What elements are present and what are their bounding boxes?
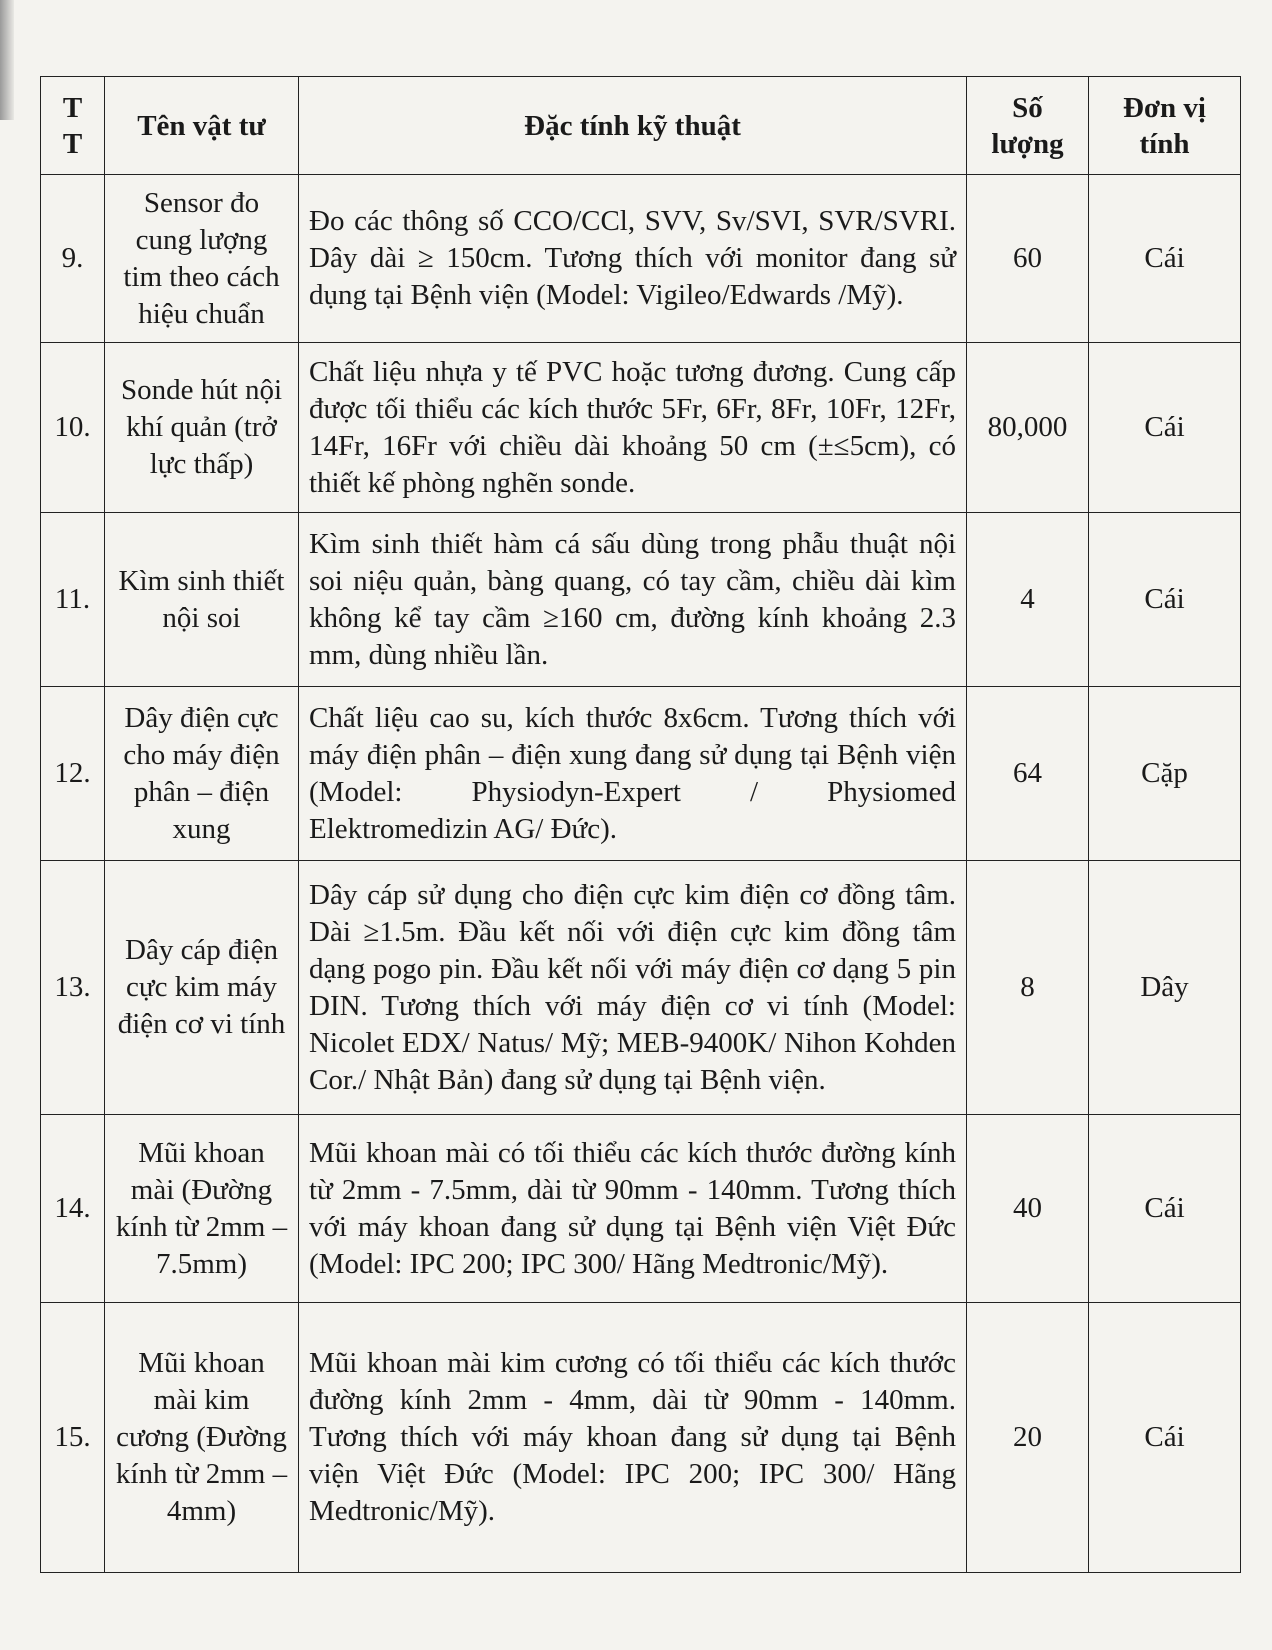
table-header-row	[41, 77, 1241, 175]
row-index: 11.	[41, 513, 105, 687]
item-name: Mũi khoan mài (Đường kính từ 2mm – 7.5mm)	[105, 1115, 299, 1303]
item-unit: Cặp	[1089, 687, 1241, 861]
item-quantity: 80,000	[967, 343, 1089, 513]
item-quantity: 64	[967, 687, 1089, 861]
page-edge-shadow	[0, 0, 14, 120]
item-name: Kìm sinh thiết nội soi	[105, 513, 299, 687]
header-qty: Số lượng	[967, 77, 1089, 175]
header-unit: Đơn vị tính	[1089, 77, 1241, 175]
item-unit: Cái	[1089, 1115, 1241, 1303]
item-name: Dây cáp điện cực kim máy điện cơ vi tính	[105, 861, 299, 1115]
table-row	[41, 343, 1241, 513]
item-quantity: 60	[967, 175, 1089, 343]
table-row	[41, 861, 1241, 1115]
item-spec: Chất liệu cao su, kích thước 8x6cm. Tương thích với máy điện phân – điện xung đang sử dụng tại Bệnh viện (Model: Physiodyn-Expert / Physiomed Elektromedizin AG/ Đức).	[299, 687, 967, 861]
item-spec: Chất liệu nhựa y tế PVC hoặc tương đương. Cung cấp được tối thiểu các kích thước 5Fr, 6Fr, 8Fr, 10Fr, 12Fr, 14Fr, 16Fr với chiều dài khoảng 50 cm (±≤5cm), có thiết kế phòng nghẽn sonde.	[299, 343, 967, 513]
row-index: 9.	[41, 175, 105, 343]
item-unit: Cái	[1089, 1303, 1241, 1573]
header-spec: Đặc tính kỹ thuật	[299, 77, 967, 175]
item-spec: Dây cáp sử dụng cho điện cực kim điện cơ đồng tâm. Dài ≥1.5m. Đầu kết nối với điện cực kim đồng tâm dạng pogo pin. Đầu kết nối với máy điện cơ dạng 5 pin DIN. Tương thích với máy điện cơ vi tính (Model: Nicolet EDX/ Natus/ Mỹ; MEB-9400K/ Nihon Kohden Cor./ Nhật Bản) đang sử dụng tại Bệnh viện.	[299, 861, 967, 1115]
header-name: Tên vật tư	[105, 77, 299, 175]
item-unit: Dây	[1089, 861, 1241, 1115]
item-name: Sensor đo cung lượng tim theo cách hiệu chuẩn	[105, 175, 299, 343]
table-row	[41, 687, 1241, 861]
table-row	[41, 513, 1241, 687]
item-name: Dây điện cực cho máy điện phân – điện xung	[105, 687, 299, 861]
item-name: Mũi khoan mài kim cương (Đường kính từ 2mm – 4mm)	[105, 1303, 299, 1573]
item-spec: Kìm sinh thiết hàm cá sấu dùng trong phẫu thuật nội soi niệu quản, bàng quang, có tay cầm, chiều dài kìm không kể tay cầm ≥160 cm, đường kính khoảng 2.3 mm, dùng nhiều lần.	[299, 513, 967, 687]
table-row	[41, 175, 1241, 343]
item-unit: Cái	[1089, 513, 1241, 687]
row-index: 13.	[41, 861, 105, 1115]
row-index: 14.	[41, 1115, 105, 1303]
supplies-table	[40, 76, 1241, 1573]
item-quantity: 8	[967, 861, 1089, 1115]
item-spec: Mũi khoan mài có tối thiểu các kích thước đường kính từ 2mm - 7.5mm, dài từ 90mm - 140mm. Tương thích với máy khoan đang sử dụng tại Bệnh viện Việt Đức (Model: IPC 200; IPC 300/ Hãng Medtronic/Mỹ).	[299, 1115, 967, 1303]
item-spec: Đo các thông số CCO/CCl, SVV, Sv/SVI, SVR/SVRI. Dây dài ≥ 150cm. Tương thích với monitor đang sử dụng tại Bệnh viện (Model: Vigileo/Edwards /Mỹ).	[299, 175, 967, 343]
item-quantity: 40	[967, 1115, 1089, 1303]
item-quantity: 4	[967, 513, 1089, 687]
item-unit: Cái	[1089, 343, 1241, 513]
table-row	[41, 1115, 1241, 1303]
item-unit: Cái	[1089, 175, 1241, 343]
row-index: 15.	[41, 1303, 105, 1573]
row-index: 12.	[41, 687, 105, 861]
row-index: 10.	[41, 343, 105, 513]
table-row	[41, 1303, 1241, 1573]
item-spec: Mũi khoan mài kim cương có tối thiểu các kích thước đường kính 2mm - 4mm, dài từ 90mm - 140mm. Tương thích với máy khoan đang sử dụng tại Bệnh viện Việt Đức (Model: IPC 200; IPC 300/ Hãng Medtronic/Mỹ).	[299, 1303, 967, 1573]
item-name: Sonde hút nội khí quản (trở lực thấp)	[105, 343, 299, 513]
header-tt: T T	[41, 77, 105, 175]
item-quantity: 20	[967, 1303, 1089, 1573]
